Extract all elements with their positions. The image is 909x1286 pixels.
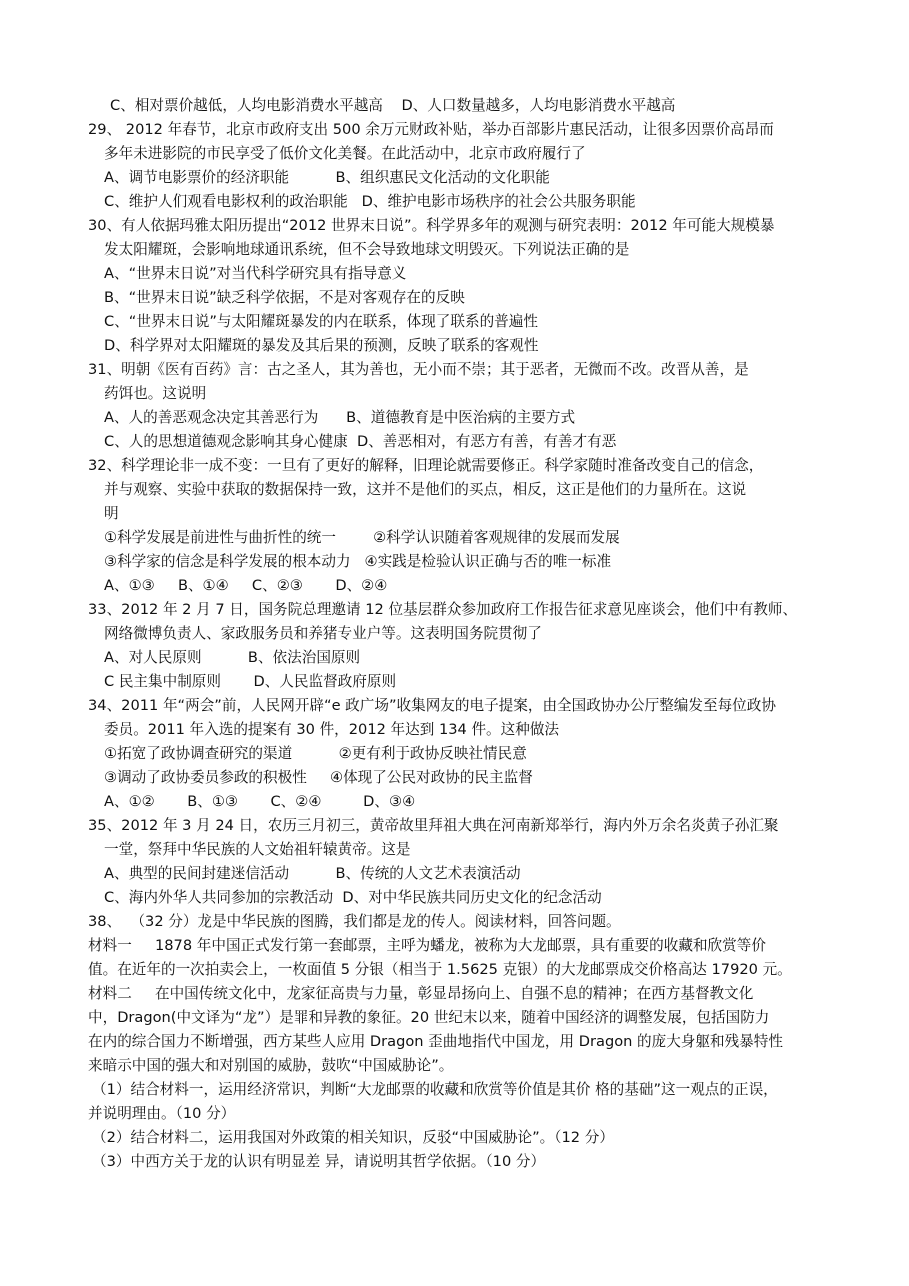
q32-items-12: ①科学发展是前进性与曲折性的统一 ②科学认识随着客观规律的发展而发展 <box>104 529 620 546</box>
q38-subquestion-1-line-1: （1）结合材料一，运用经济常识，判断“大龙邮票的收藏和欣赏等价值是其价 格的基础”这一观点的正误， <box>92 1081 778 1098</box>
q34-items-34: ③调动了政协委员参政的积极性 ④体现了公民对政协的民主监督 <box>104 769 533 786</box>
q38-material-1-line-1: 材料一 1878 年中国正式发行第一套邮票，主呼为蟠龙，被称为大龙邮票，具有重要的收藏和欣赏等价 <box>88 937 766 954</box>
q30-stem-line-2: 发太阳耀斑，会影响地球通讯系统，但不会导致地球文明毁灭。下列说法正确的是 <box>104 241 630 258</box>
q32-stem-line-1: 32、科学理论非一成不变：一旦有了更好的解释，旧理论就需要修正。科学家随时准备改变自己的信念， <box>88 457 764 474</box>
q30-option-a: A、“世界末日说”对当代科学研究具有指导意义 <box>104 265 407 282</box>
q28-option-d: D、人口数量越多，人均电影消费水平越高 <box>401 97 676 114</box>
q38-subquestion-3: （3）中西方关于龙的认识有明显差 异，请说明其哲学依据。（10 分） <box>92 1153 546 1170</box>
q30-stem-line-1: 30、有人依据玛雅太阳历提出“2012 世界末日说”。科学界多年的观测与研究表明：2012 年可能大规模暴 <box>88 217 775 234</box>
q30-option-c: C、“世界末日说”与太阳耀斑暴发的内在联系，体现了联系的普遍性 <box>104 313 538 330</box>
q31-stem-line-1: 31、明朝《医有百药》言：古之圣人，其为善也，无小而不崇；其于恶者，无微而不改。改晋从善，是 <box>88 361 749 378</box>
q38-stem: 38、 （32 分）龙是中华民族的图腾，我们都是龙的传人。阅读材料，回答问题。 <box>88 913 621 930</box>
q32-stem-line-2: 并与观察、实验中获取的数据保持一致，这并不是他们的买点，相反，这正是他们的力量所在。这说 <box>104 481 747 498</box>
q31-stem-line-2: 药饵也。这说明 <box>104 385 207 402</box>
q38-material-2-line-3: 在内的综合国力不断增强，西方某些人应用 Dragon 歪曲地指代中国龙，用 Dragon 的庞大身躯和残暴特性 <box>88 1033 783 1050</box>
q38-subquestion-2: （2）结合材料二，运用我国对外政策的相关知识，反驳“中国威胁论”。（12 分） <box>92 1129 614 1146</box>
q33-stem-line-1: 33、2012 年 2 月 7 日，国务院总理邀请 12 位基层群众参加政府工作报告征求意见座谈会，他们中有教师、 <box>88 601 798 618</box>
q29-options-cd: C、维护人们观看电影权利的政治职能 D、维护电影市场秩序的社会公共服务职能 <box>104 193 636 210</box>
q32-options: A、①③ B、①④ C、②③ D、②④ <box>104 577 388 594</box>
q30-option-b: B、“世界末日说”缺乏科学依据，不是对客观存在的反映 <box>104 289 465 306</box>
q34-stem-line-2: 委员。2011 年入选的提案有 30 件，2012 年达到 134 件。这种做法 <box>104 721 560 738</box>
q33-options-cd: C 民主集中制原则 D、人民监督政府原则 <box>104 673 397 690</box>
q28-options-cd <box>110 97 675 115</box>
q38-material-2-line-1: 材料二 在中国传统文化中，龙家征高贵与力量，彰显昂扬向上、自强不息的精神；在西方基督教文化 <box>88 985 754 1002</box>
q29-options-ab: A、调节电影票价的经济职能 B、组织惠民文化活动的文化职能 <box>104 169 550 186</box>
q31-options-ab: A、人的善恶观念决定其善恶行为 B、道德教育是中医治病的主要方式 <box>104 409 576 426</box>
q38-material-1-line-2: 值。在近年的一次拍卖会上，一枚面值 5 分银（相当于 1.5625 克银）的大龙邮票成交价格高达 17920 元。 <box>88 961 792 978</box>
q34-options: A、①② B、①③ C、②④ D、③④ <box>104 793 416 810</box>
q33-options-ab: A、对人民原则 B、依法治国原则 <box>104 649 361 666</box>
q34-stem-line-1: 34、2011 年“两会”前，人民网开辟“e 政广场”收集网友的电子提案，由全国政协办公厅整编发至每位政协 <box>88 697 776 714</box>
q33-stem-line-2: 网络微博负责人、家政服务员和养猪专业户等。这表明国务院贯彻了 <box>104 625 542 642</box>
q38-material-2-line-2: 中，Dragon(中文译为“龙”）是罪和异教的象征。20 世纪末以来，随着中国经济的调整发展，包括国防力 <box>88 1009 770 1026</box>
q38-material-2-line-4: 来暗示中国的强大和对别国的威胁，鼓吹“中国威胁论”。 <box>88 1057 454 1074</box>
q32-items-34: ③科学家的信念是科学发展的根本动力 ④实践是检验认识正确与否的唯一标准 <box>104 553 612 570</box>
q38-subquestion-1-line-2: 并说明理由。（10 分） <box>88 1105 236 1122</box>
q35-stem-line-2: 一堂，祭拜中华民族的人文始祖轩辕黄帝。这是 <box>104 841 411 858</box>
q35-options-cd: C、海内外华人共同参加的宗教活动 D、对中华民族共同历史文化的纪念活动 <box>104 889 602 906</box>
q29-stem-line-1: 29、 2012 年春节，北京市政府支出 500 余万元财政补贴，举办百部影片惠民活动，让很多因票价高昂而 <box>88 121 774 138</box>
q30-option-d: D、科学界对太阳耀斑的暴发及其后果的预测，反映了联系的客观性 <box>104 337 539 354</box>
q35-options-ab: A、典型的民间封建迷信活动 B、传统的人文艺术表演活动 <box>104 865 521 882</box>
q34-items-12: ①拓宽了政协调查研究的渠道 ②更有利于政协反映社情民意 <box>104 745 527 762</box>
q31-options-cd: C、人的思想道德观念影响其身心健康 D、善恶相对，有恶方有善，有善才有恶 <box>104 433 617 450</box>
q29-stem-line-2: 多年未进影院的市民享受了低价文化美餐。在此活动中，北京市政府履行了 <box>104 145 586 162</box>
q32-stem-line-3: 明 <box>104 505 119 522</box>
q28-option-c: C、相对票价越低，人均电影消费水平越高 <box>110 97 383 114</box>
q35-stem-line-1: 35、2012 年 3 月 24 日，农历三月初三，黄帝故里拜祖大典在河南新郑举行，海内外万余名炎黄子孙汇聚 <box>88 817 779 834</box>
